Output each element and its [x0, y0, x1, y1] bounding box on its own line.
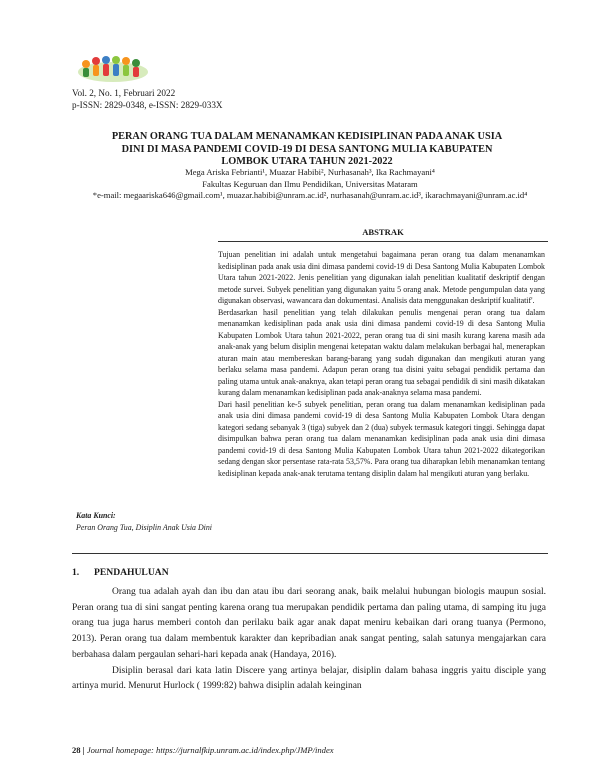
body-paragraph: Orang tua adalah ayah dan ibu dan atau ibu dari seorang anak, baik melalui hubungan biologis maupun sosial. Peran orang tua di sini sangat penting karena orang tua merupakan pendidik pertama dan paling utama, di samping itu juga orang tua juga harus memberi contoh dan perilaku baik agar anak dapat meniru kebaikan dari orang tuanya (Permono, 2013). Peran orang tua dalam membentuk karakter dan kepribadian anak sangat penting, salah satunya mengajarkan cara berbahasa dalam pergaulan sehari-hari kepada anak (Handaya, 2016).: [72, 587, 546, 660]
author-block: [40, 167, 580, 202]
footer-separator: |: [82, 745, 85, 755]
body-paragraph: Disiplin berasal dari kata latin Discere yang artinya belajar, disiplin dalam bahasa inggris yaitu disciple yang artinya murid. Menurut Hurlock ( 1999:82) bahwa disiplin adalah keinginan: [72, 665, 546, 692]
paper-title: [72, 131, 542, 169]
page-number: 28: [72, 745, 81, 755]
abstract-bottom-rule: [72, 553, 548, 554]
section-body: [72, 585, 546, 695]
section-title: PENDAHULUAN: [94, 567, 169, 578]
keywords-value: Peran Orang Tua, Disiplin Anak Usia Dini: [76, 522, 212, 532]
title-line: DINI DI MASA PANDEMI COVID-19 DI DESA SANTONG MULIA KABUPATEN: [121, 143, 493, 155]
keywords-heading: Kata Kunci:: [76, 511, 116, 520]
author-names: Mega Ariska Febrianti¹, Muazar Habibi², Nurhasanah³, Ika Rachmayani⁴: [185, 167, 435, 177]
title-line: PERAN ORANG TUA DALAM MENANAMKAN KEDISIPLINAN PADA ANAK USIA: [111, 131, 503, 142]
journal-logo: [76, 52, 150, 84]
volume-info: Vol. 2, No. 1, Februari 2022: [72, 88, 176, 98]
author-affiliation: Fakultas Keguruan dan Ilmu Pendidikan, Universitas Mataram: [202, 178, 418, 189]
abstract-paragraph: Berdasarkan hasil penelitian yang telah dilakukan penulis mengenai peran orang tua dalam menanamkan kedisiplinan pada anak usia dini dimasa pandemi covid-19 di desa Santong Mulia Kabupaten Lombok Utara tahun 2021-2022, peran orang tua di sini masih kurang karena masih ada anak-anak yang belum disiplin mengenai ketepatan waktu dalam melakukan berbagai hal, menerapkan aturan main atau membereskan barang-barang yang sudah digunakan dan mengikuti aturan yang berlaku selama masa pandemi. Adapun peran orang tua disini yaitu sebagai pendidik pertama dan paling utama untuk anak-anaknya, akan tetapi peran orang tua sebagai pendidik di sini masih dikatakan kurang dalam menanamkan kedisiplinan pada anak-anaknya selama masa pandemi.: [218, 307, 545, 397]
page-footer: [72, 745, 334, 755]
author-emails[interactable]: *e-mail: megaariska646@gmail.com¹, muazar.habibi@unram.ac.id², nurhasanah@unram.ac.id³, ikarachmayani@unram.ac.id⁴: [92, 190, 528, 200]
abstract-heading: ABSTRAK: [362, 227, 404, 237]
keywords-block: [76, 510, 216, 533]
abstract-paragraph: Tujuan penelitian ini adalah untuk mengetahui bagaimana peran orang tua dalam menanamkan kedisiplinan pada anak usia dini dimasa pandemi covid-19 di Desa Santong Mulia Kabupaten Lombok Utara tahun 2021-2022. Jenis penelitian yang digunakan ialah penelitian kualitatif deskriptif dengan metode survei. Subyek penelitian yang digunakan yaitu 5 orang anak. Metode pengumpulan data yang digunakan observasi, wawancara dan dokumentasi. Analisis data menggunakan deskriptif kualitatif'.: [218, 250, 545, 305]
journal-homepage-link[interactable]: Journal homepage: https://jurnalfkip.unram.ac.id/index.php/JMP/index: [86, 745, 334, 755]
journal-meta: [72, 88, 223, 111]
abstract-body: [218, 249, 545, 479]
section-heading: [72, 567, 169, 578]
title-line: LOMBOK UTARA TAHUN 2021-2022: [221, 156, 393, 167]
section-number: 1.: [72, 567, 80, 578]
abstract-top-rule: [218, 241, 548, 242]
issn-info: p-ISSN: 2829-0348, e-ISSN: 2829-033X: [72, 99, 223, 110]
abstract-paragraph: Dari hasil penelitian ke-5 subyek penelitian, peran orang tua dalam menanamkan kedisiplinan pada anak usia dini dimasa pandemi covid-19 di desa Santong Mulia Kabupaten Lombok Utara dengan kategori sedang sebanyak 3 (tiga) subyek dan 2 (dua) subyek termasuk kategori tinggi. Sehingga dapat disimpulkan bahwa peran orang tua dalam menanamkan kedisiplinan pada anak usia dini dimasa pandemi covid-19 di desa Santong Mulia Kabupaten Lombok Utara tahun 2021-2022 dikategorikan sedang dengan skor persentase rata-rata 53,57%. Para orang tua diharapkan lebih menanamkan tentang kedisiplinan kepada anak-anak terutama tentang disiplin dalam hal mengikuti aturan yang berlaku.: [218, 399, 545, 478]
